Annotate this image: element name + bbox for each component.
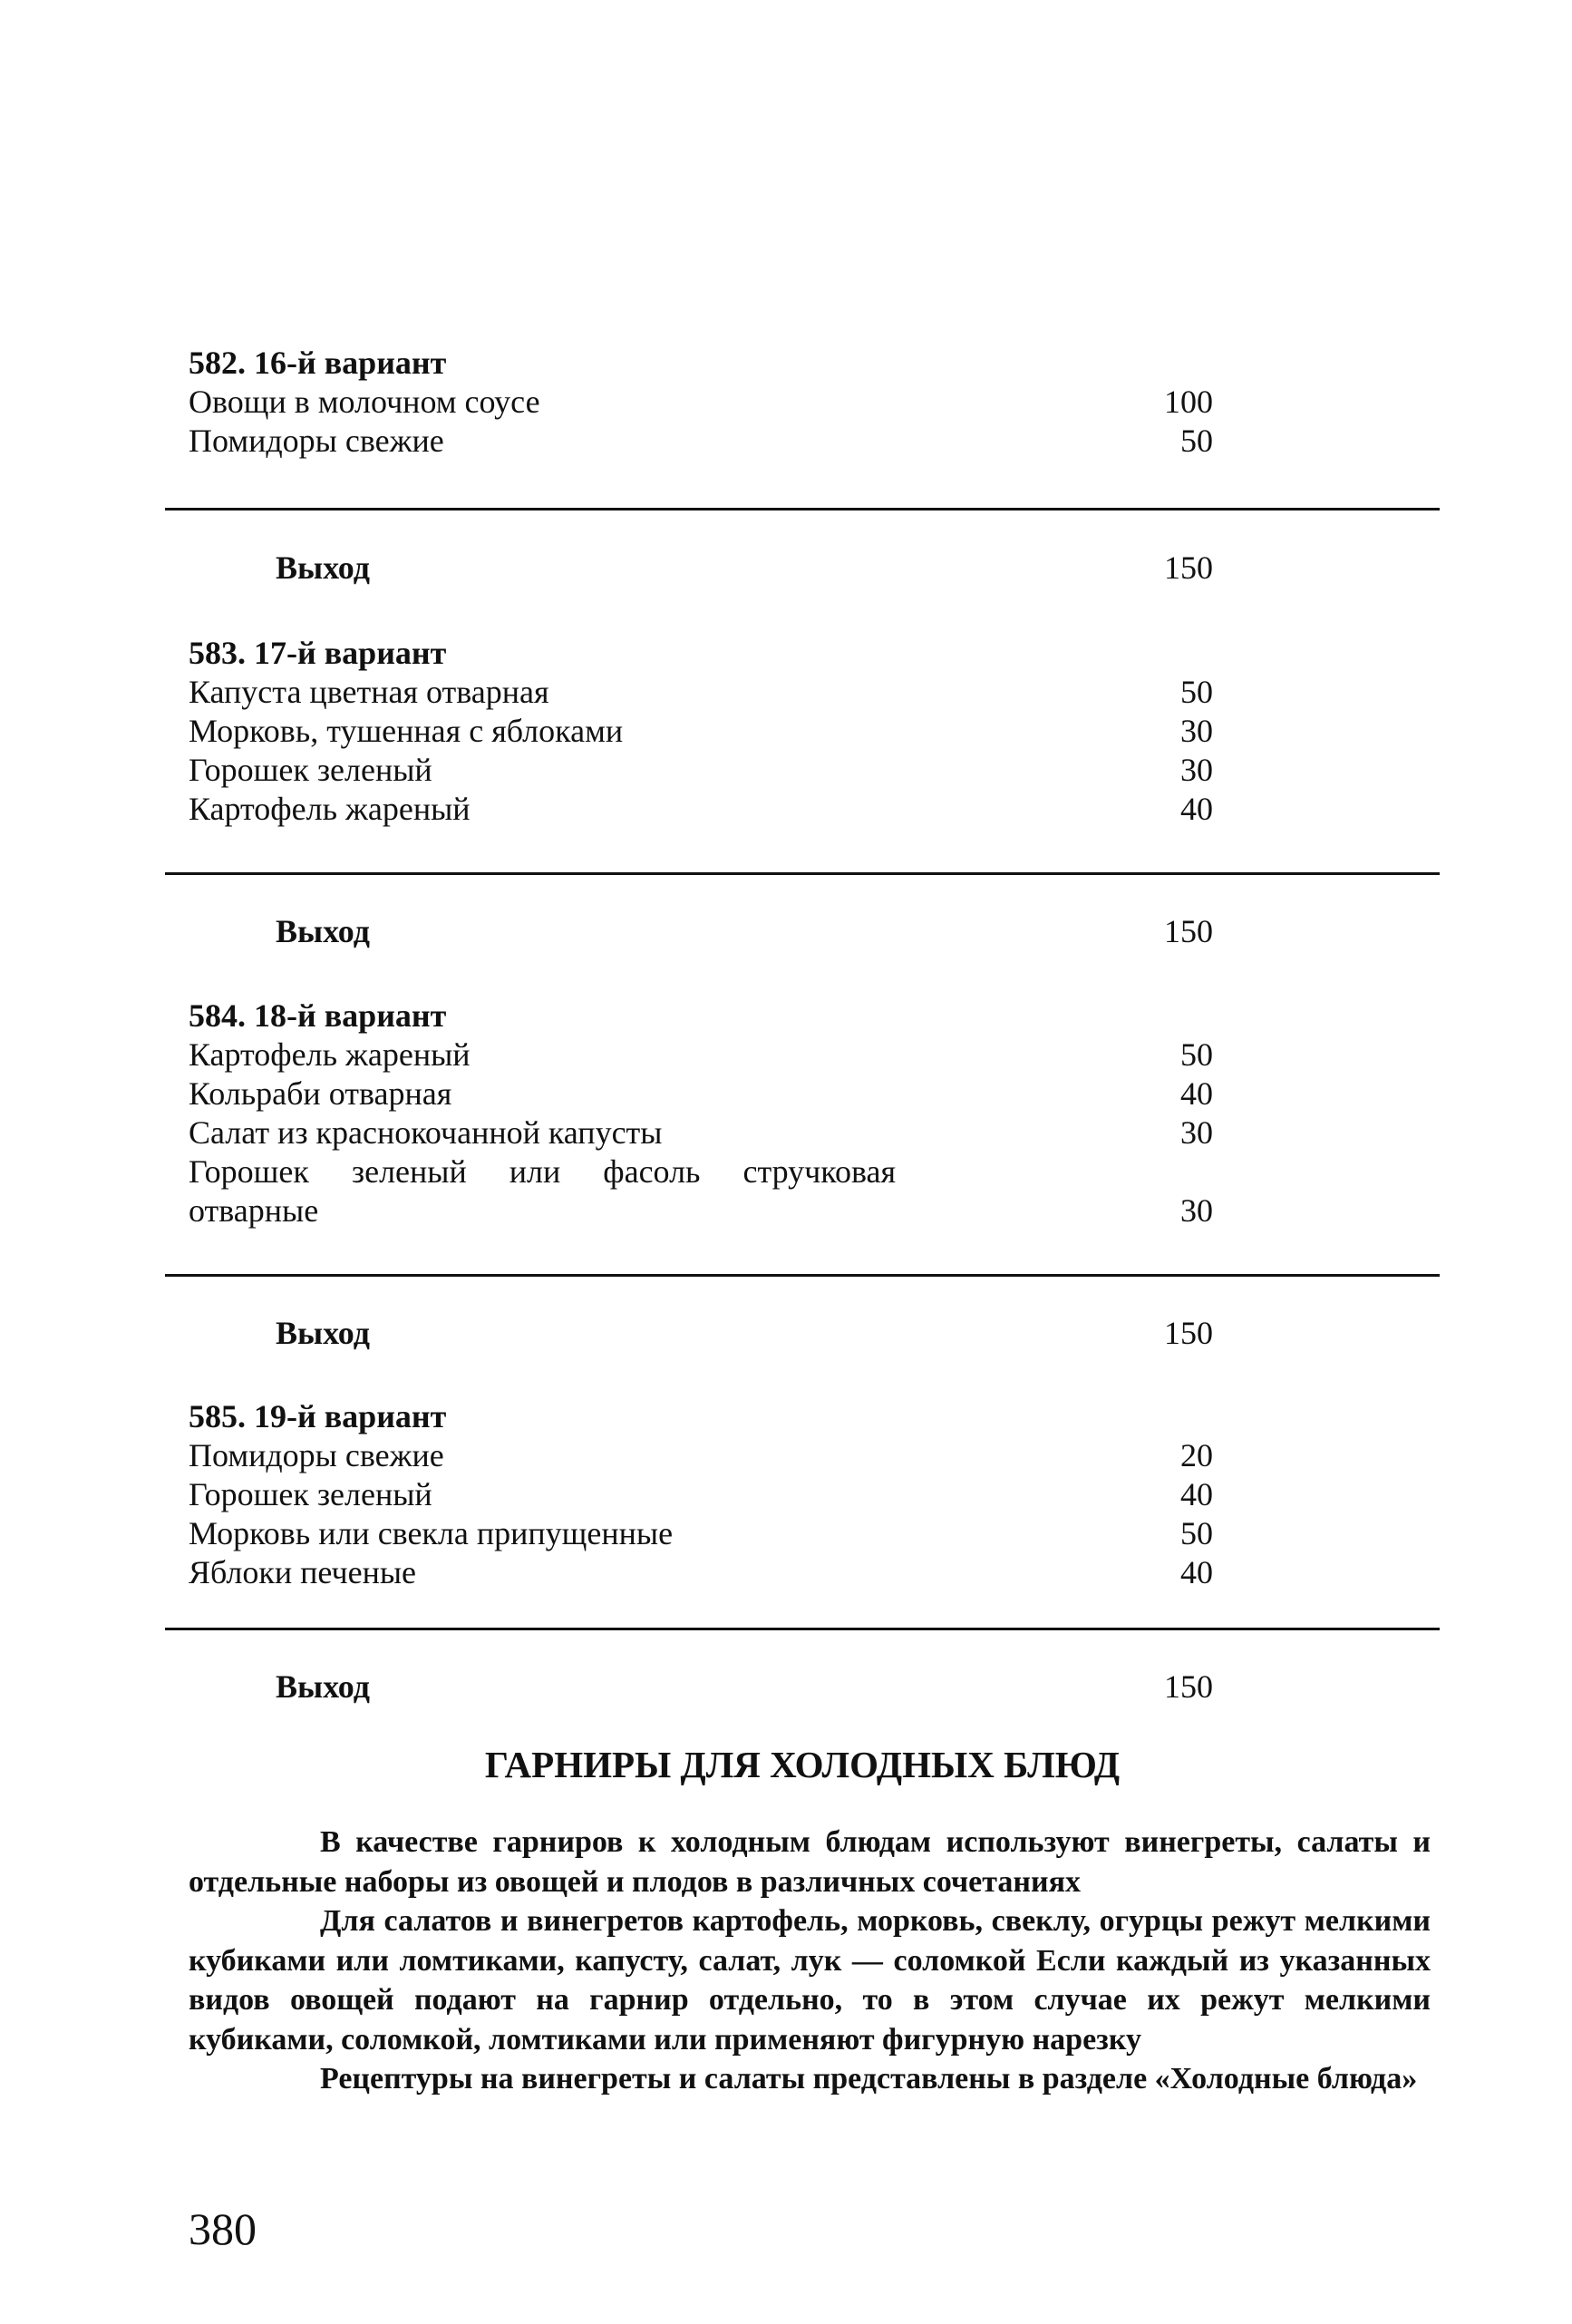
output-row (276, 1666, 1213, 1707)
recipe-582 (189, 343, 1213, 461)
ingredient-qty: 50 (1180, 1515, 1213, 1551)
ingredient-row (189, 673, 1213, 712)
output-label: Выход (276, 549, 370, 586)
ingredient-row (189, 1514, 1213, 1553)
output-label: Выход (276, 1315, 370, 1351)
ingredient-name: Горошек зеленый (189, 752, 432, 788)
ingredient-name: Овощи в молочном соусе (189, 384, 540, 420)
recipe-title: 585. 19-й вариант (189, 1398, 447, 1434)
ingredient-name: Кольраби отварная (189, 1075, 452, 1112)
ingredient-name: Помидоры свежие (189, 1437, 444, 1473)
ingredient-row (189, 1553, 1213, 1592)
output-value: 150 (1164, 1315, 1213, 1351)
ingredient-row (189, 751, 1213, 790)
recipe-583 (189, 633, 1213, 829)
paragraph: Рецептуры на винегреты и салаты представлены в разделе «Холодные блюда» (320, 2062, 1418, 2095)
output-value: 150 (1164, 549, 1213, 586)
output-row (276, 910, 1213, 952)
ingredient-qty: 30 (1180, 1114, 1213, 1151)
ingredient-row (189, 1074, 1213, 1113)
ingredient-name: Картофель жареный (189, 1036, 471, 1073)
ingredient-qty: 40 (1180, 1476, 1213, 1512)
ingredient-qty: 30 (1180, 1192, 1213, 1229)
paragraph: В качестве гарниров к холодным блюдам используют винегреты, салаты и отдельные наборы из овощей и плодов в различных сочетаниях (189, 1825, 1431, 1899)
ingredient-row (189, 383, 1213, 422)
output-value: 150 (1164, 913, 1213, 949)
ingredient-row (189, 1113, 1213, 1152)
ingredient-qty: 100 (1164, 384, 1213, 420)
ingredient-name: Морковь, тушенная с яблоками (189, 713, 624, 749)
recipe-title: 584. 18-й вариант (189, 997, 447, 1034)
ingredient-qty: 20 (1180, 1437, 1213, 1473)
ingredient-row (189, 712, 1213, 751)
recipe-585 (189, 1396, 1213, 1592)
ingredient-name: Яблоки печеные (189, 1554, 417, 1590)
recipe-584 (189, 996, 1213, 1230)
section-body (189, 1823, 1431, 2099)
output-row (276, 1312, 1213, 1354)
divider-rule (165, 1274, 1440, 1277)
ingredient-name: Помидоры свежие (189, 423, 444, 459)
ingredient-row (189, 1036, 1213, 1074)
ingredient-qty: 40 (1180, 1554, 1213, 1590)
ingredient-name: Горошек зеленый или фасоль стручковая отварные (189, 1153, 896, 1229)
paragraph: Для салатов и винегретов картофель, морковь, свеклу, огурцы режут мелкими кубиками или ломтиками, капусту, салат, лук — соломкой Если каждый из указанных видов овощей подают на гарнир отдельно, то в этом случае их режут мелкими кубиками, соломкой, ломтиками или применяют фигурную нарезку (189, 1904, 1431, 2057)
ingredient-qty: 50 (1180, 1036, 1213, 1073)
ingredient-qty: 30 (1180, 713, 1213, 749)
ingredient-row (189, 1436, 1213, 1475)
output-label: Выход (276, 1668, 370, 1705)
ingredient-row (189, 1475, 1213, 1514)
recipe-title: 583. 17-й вариант (189, 635, 447, 671)
ingredient-qty: 40 (1180, 1075, 1213, 1112)
ingredient-row (189, 790, 1213, 829)
output-row (276, 547, 1213, 588)
ingredient-name: Картофель жареный (189, 791, 471, 827)
ingredient-name: Горошек зеленый (189, 1476, 432, 1512)
ingredient-row (189, 1152, 1213, 1230)
ingredient-qty: 30 (1180, 752, 1213, 788)
ingredient-row (189, 422, 1213, 461)
ingredient-qty: 40 (1180, 791, 1213, 827)
output-value: 150 (1164, 1668, 1213, 1705)
ingredient-qty: 50 (1180, 423, 1213, 459)
recipe-title: 582. 16-й вариант (189, 345, 447, 381)
section-heading: ГАРНИРЫ ДЛЯ ХОЛОДНЫХ БЛЮД (484, 1744, 1121, 1785)
page-number: 380 (189, 2203, 257, 2254)
ingredient-name: Морковь или свекла припущенные (189, 1515, 674, 1551)
divider-rule (165, 508, 1440, 511)
ingredient-name: Капуста цветная отварная (189, 674, 549, 710)
divider-rule (165, 872, 1440, 875)
ingredient-name: Салат из краснокочанной капусты (189, 1114, 663, 1151)
divider-rule (165, 1628, 1440, 1630)
output-label: Выход (276, 913, 370, 949)
ingredient-qty: 50 (1180, 674, 1213, 710)
